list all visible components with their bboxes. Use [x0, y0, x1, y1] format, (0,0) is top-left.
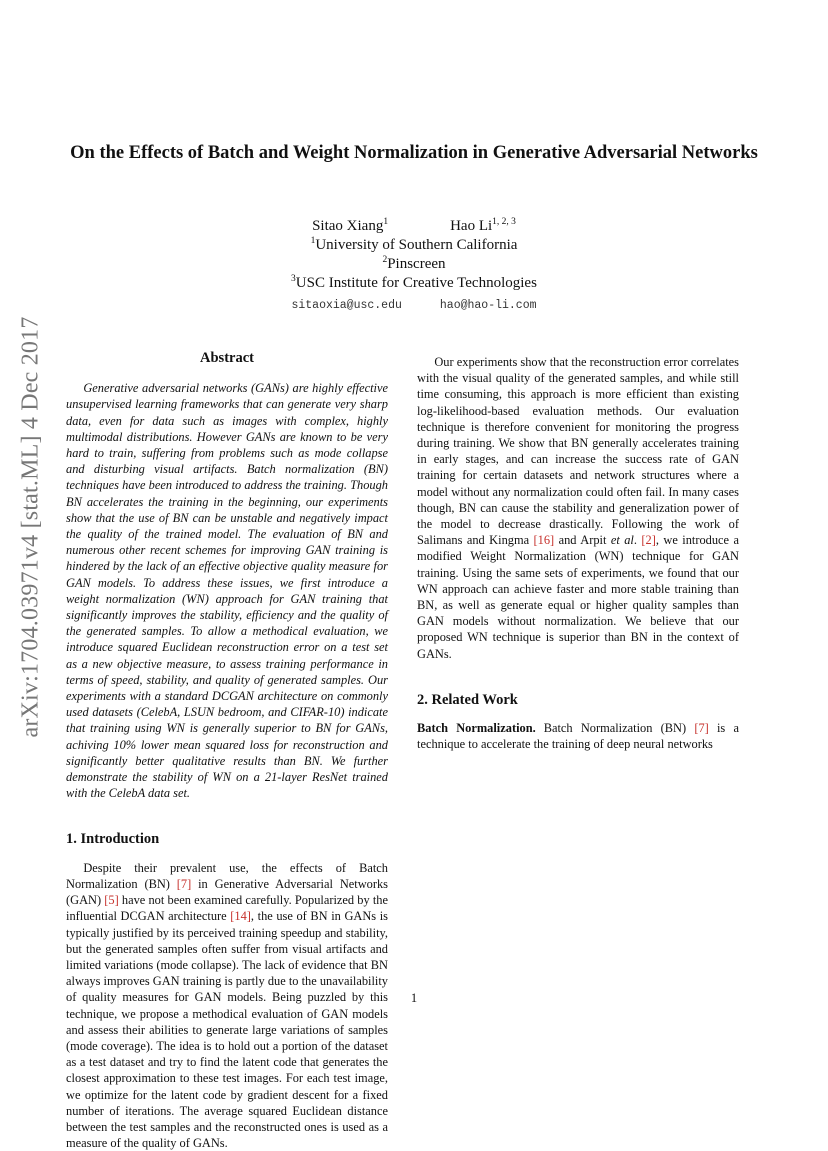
email[interactable]: hao@hao-li.com — [439, 299, 537, 312]
related-work-paragraph: Batch Normalization. Batch Normalization (BN) [7] is a technique to accelerate the training of deep neural networks — [417, 721, 739, 752]
author-names — [0, 217, 828, 236]
affiliation: $^3$USC Institute for Creative Technologies — [291, 274, 537, 291]
left-column — [66, 350, 388, 1151]
author: Sitao Xiang$^1$ — [312, 217, 389, 234]
arxiv-stamp-text: arXiv:1704.03971v4 [stat.ML] 4 Dec 2017 — [17, 316, 44, 738]
page-number: 1 — [410, 991, 418, 1005]
abstract-heading: Abstract — [200, 350, 254, 366]
author-block — [0, 217, 828, 315]
section-heading: 2. Related Work — [417, 691, 518, 708]
citation-link[interactable]: [2] — [641, 533, 656, 548]
affiliation: $^1$University of Southern California — [310, 236, 518, 253]
citation-link[interactable]: [16] — [533, 533, 555, 548]
arxiv-stamp — [13, 288, 49, 766]
citation-link[interactable]: [7] — [694, 721, 709, 736]
intro-paragraph: Despite their prevalent use, the effects of Batch Normalization (BN) [7] in Generative Adversarial Networks (GAN) [5] have not been examined carefully. Popularized by the influential DCGAN architecture [14], the use of BN in GANs is typically justified by its perceived training speedup and stability, but the generated samples often suffer from visual artifacts and limited variations (mode collapse). The lack of evidence that BN always improves GAN training is partly due to the unavailability of quality measures for GAN models. Being puzzled by this technique, we propose a methodical evaluation of GAN models and assess their abilities to generate large variations of samples (mode coverage). The idea is to hold out a portion of the dataset as a test dataset and try to find the latent code that generates the closest approximation to these test images. For each test image, we optimize for the latent code by gradient descent for a fixed number of iterations. The average squared Euclidean distance between the test samples and the reconstructed ones is used as a measure of the quality of GANs. — [66, 860, 388, 1151]
paper-title: On the Effects of Batch and Weight Normalization in Generative Adversarial Networks — [70, 143, 758, 163]
intro-paragraph: Our experiments show that the reconstruction error correlates with the visual quality of the generated samples, and while still time consuming, this approach is more efficient than existing log-likelihood-based evaluation methods. Our evaluation technique is therefore convenient for monitoring the progress during training. We show that BN generally accelerates training in early stages, and can increase the success rate of GAN training for certain datasets and network structures where a model without any normalization could often fail. In many cases though, BN can cause the stability and generalization power of the model to decrease drastically. Following the work of Salimans and Kingma [16] and Arpit et al. [2], we introduce a modified Weight Normalization (WN) technique for GAN training. Using the same sets of experiments, we found that our WN approach can achieve faster and more stable training than BN, as well as generate equal or higher quality samples than GAN models without normalization. We believe that our proposed WN technique is superior than BN in the context of GANs. — [417, 355, 739, 661]
author-emails — [0, 296, 828, 315]
affiliation: $^2$Pinscreen — [382, 255, 446, 272]
author: Hao Li$^{1, 2, 3}$ — [450, 217, 516, 234]
citation-link[interactable]: [14] — [230, 909, 251, 924]
abstract-text: Generative adversarial networks (GANs) are highly effective unsupervised learning frameworks that can generate very sharp data, even for data such as images with complex, highly multimodal distributions. However GANs are known to be very hard to train, suffering from problems such as mode collapse and disturbing visual artifacts. Batch normalization (BN) techniques have been introduced to address the training. Though BN accelerates the training in the beginning, our experiments show that the use of BN can be unstable and negatively impact the quality of the trained model. The evaluation of BN and numerous other recent schemes for improving GAN training is hindered by the lack of an effective objective quality measure for GAN models. To address these issues, we first introduce a weight normalization (WN) approach for GAN training that significantly improves the stability, efficiency and the quality of the generated samples. To allow a methodical evaluation, we introduce squared Euclidean reconstruction error on a test set as a new objective measure, to assess training performance in terms of speed, stability, and quality of generated samples. Our experiments with a standard DCGAN architecture on commonly used datasets (CelebA, LSUN bedroom, and CIFAR-10) indicate that training using WN is generally superior to BN for GANs, achiving 10% lower mean squared loss for reconstruction and significantly better qualitative results than BN. We further demonstrate the stability of WN on a 21-layer ResNet trained with the CelebA data set. — [66, 381, 388, 801]
citation-link[interactable]: [5] — [104, 893, 119, 908]
right-column — [417, 354, 739, 752]
runin-heading: Batch Normalization. — [417, 721, 536, 736]
email[interactable]: sitaoxia@usc.edu — [291, 299, 402, 312]
section-heading: 1. Introduction — [66, 831, 160, 848]
citation-link[interactable]: [7] — [176, 876, 192, 891]
